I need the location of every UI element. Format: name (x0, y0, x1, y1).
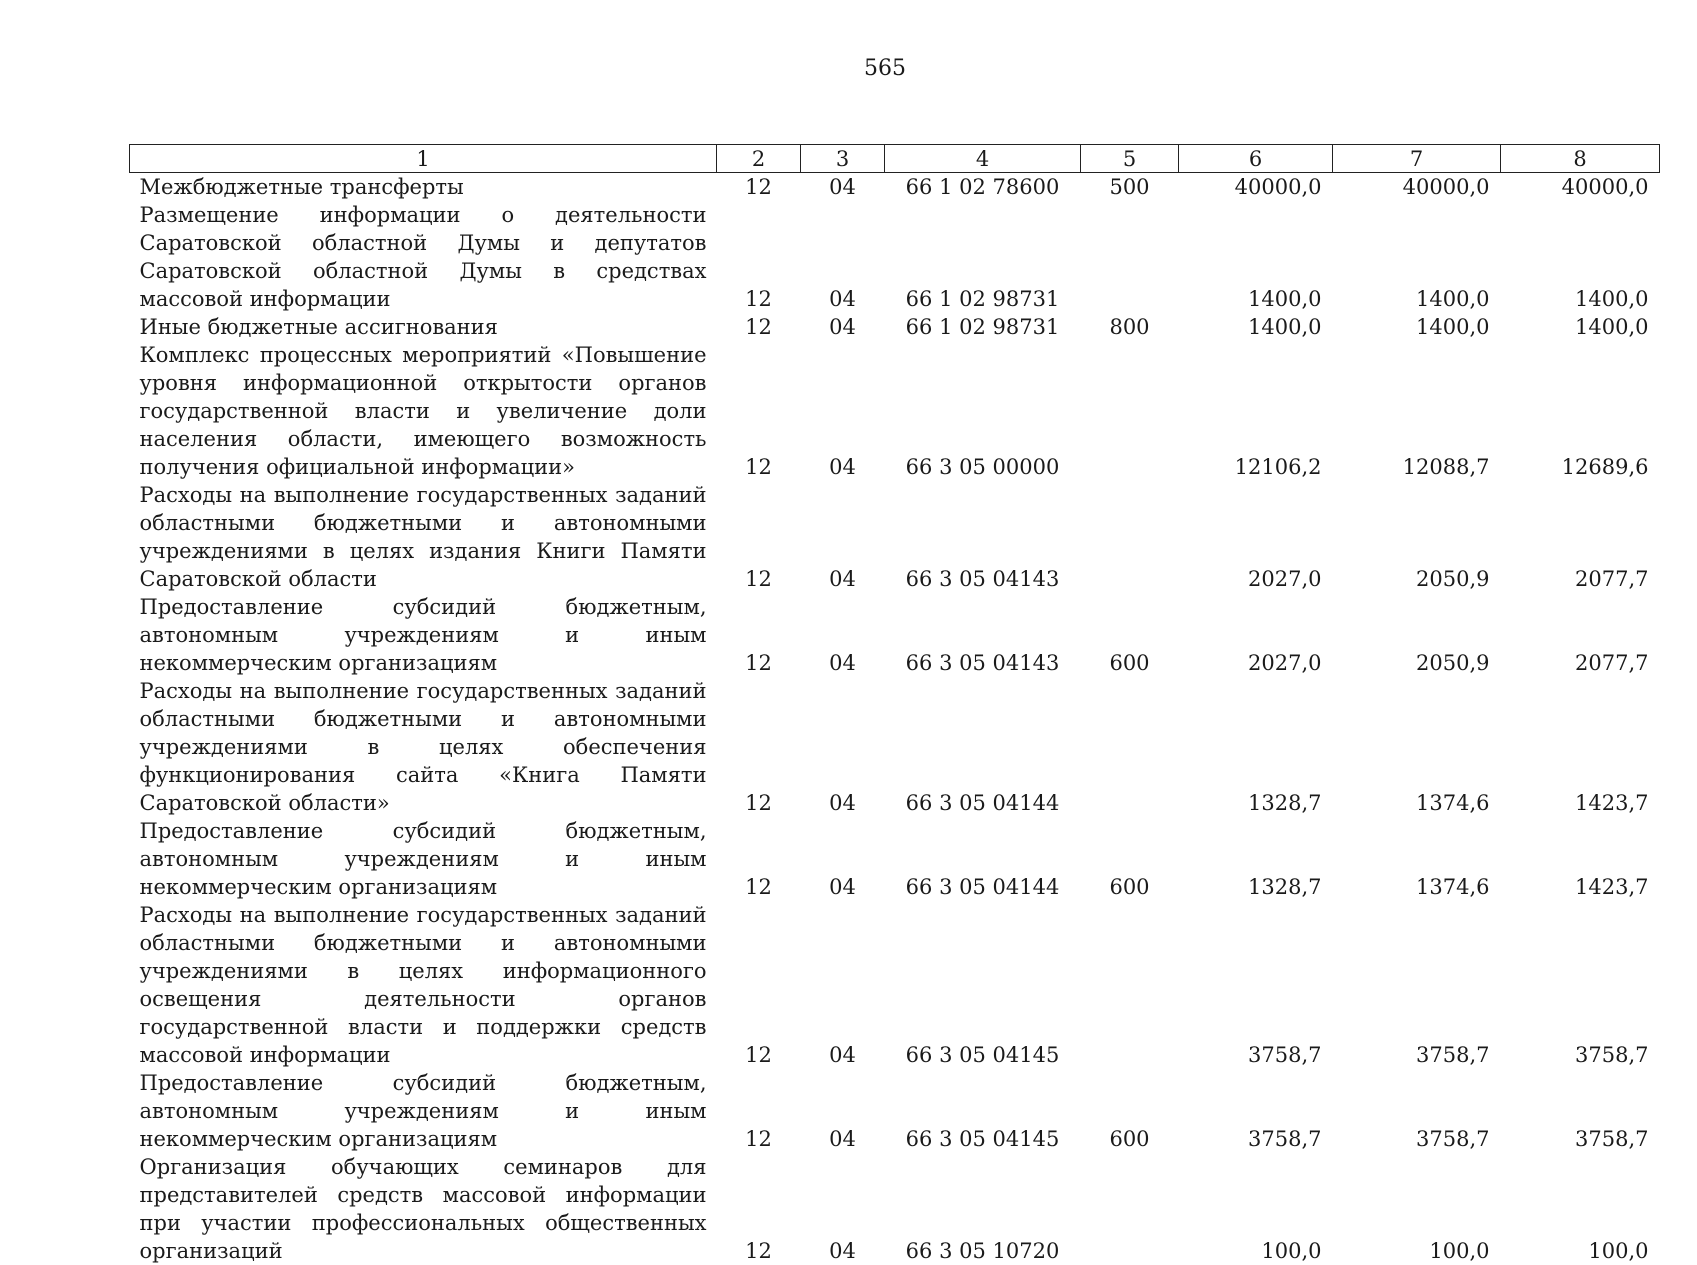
row-amount-col8: 40000,0 (1501, 173, 1660, 202)
row-section: 12 (717, 1069, 801, 1153)
row-subsection: 04 (801, 481, 885, 593)
table-row (130, 593, 1660, 677)
row-target-code: 66 3 05 10720 (885, 1153, 1081, 1265)
row-amount-col7: 3758,7 (1333, 1069, 1501, 1153)
row-subsection: 04 (801, 313, 885, 341)
row-amount-col7: 2050,9 (1333, 481, 1501, 593)
row-target-code: 66 3 05 04143 (885, 481, 1081, 593)
row-amount-col6: 3758,7 (1179, 901, 1333, 1069)
row-section: 12 (717, 817, 801, 901)
row-amount-col8: 1423,7 (1501, 817, 1660, 901)
row-amount-col8: 12689,6 (1501, 341, 1660, 481)
row-target-code: 66 3 05 04144 (885, 677, 1081, 817)
row-amount-col6: 1328,7 (1179, 817, 1333, 901)
row-section: 12 (717, 481, 801, 593)
row-amount-col7: 1400,0 (1333, 201, 1501, 313)
row-expense-type (1081, 901, 1179, 1069)
row-amount-col7: 12088,7 (1333, 341, 1501, 481)
header-col-7: 7 (1333, 145, 1501, 173)
row-amount-col6: 100,0 (1179, 1153, 1333, 1265)
budget-table (129, 144, 1660, 1265)
row-amount-col8: 1400,0 (1501, 313, 1660, 341)
row-expense-type: 600 (1081, 593, 1179, 677)
row-subsection: 04 (801, 593, 885, 677)
header-col-8: 8 (1501, 145, 1660, 173)
row-name: Иные бюджетные ассигнования (130, 313, 717, 341)
table-row (130, 1153, 1660, 1265)
row-target-code: 66 3 05 04145 (885, 901, 1081, 1069)
row-name: Расходы на выполнение государственных заданий областными бюджетными и автономными учреждениями в целях информационного освещения деятельности органов государственной власти и поддержки средств массовой информации (130, 901, 717, 1069)
row-target-code: 66 3 05 00000 (885, 341, 1081, 481)
row-amount-col6: 1328,7 (1179, 677, 1333, 817)
row-expense-type: 800 (1081, 313, 1179, 341)
row-section: 12 (717, 313, 801, 341)
row-target-code: 66 3 05 04145 (885, 1069, 1081, 1153)
row-name: Межбюджетные трансферты (130, 173, 717, 202)
row-amount-col6: 3758,7 (1179, 1069, 1333, 1153)
row-amount-col8: 1400,0 (1501, 201, 1660, 313)
row-expense-type (1081, 481, 1179, 593)
row-section: 12 (717, 593, 801, 677)
table-row (130, 817, 1660, 901)
row-amount-col8: 2077,7 (1501, 593, 1660, 677)
row-target-code: 66 1 02 98731 (885, 201, 1081, 313)
row-section: 12 (717, 173, 801, 202)
row-name: Предоставление субсидий бюджетным, автономным учреждениям и иным некоммерческим организациям (130, 817, 717, 901)
row-subsection: 04 (801, 677, 885, 817)
row-name: Комплекс процессных мероприятий «Повышение уровня информационной открытости органов государственной власти и увеличение доли населения области, имеющего возможность получения официальной информации» (130, 341, 717, 481)
row-amount-col6: 12106,2 (1179, 341, 1333, 481)
row-amount-col8: 2077,7 (1501, 481, 1660, 593)
table-row (130, 173, 1660, 202)
row-amount-col7: 1374,6 (1333, 817, 1501, 901)
row-amount-col7: 40000,0 (1333, 173, 1501, 202)
header-col-2: 2 (717, 145, 801, 173)
row-subsection: 04 (801, 1069, 885, 1153)
row-name: Предоставление субсидий бюджетным, автономным учреждениям и иным некоммерческим организациям (130, 1069, 717, 1153)
table-header (130, 145, 1660, 173)
row-amount-col8: 3758,7 (1501, 901, 1660, 1069)
row-name: Расходы на выполнение государственных заданий областными бюджетными и автономными учреждениями в целях издания Книги Памяти Саратовской области (130, 481, 717, 593)
row-section: 12 (717, 1153, 801, 1265)
row-subsection: 04 (801, 341, 885, 481)
row-subsection: 04 (801, 901, 885, 1069)
table-row (130, 481, 1660, 593)
row-target-code: 66 3 05 04144 (885, 817, 1081, 901)
row-subsection: 04 (801, 173, 885, 202)
header-col-5: 5 (1081, 145, 1179, 173)
row-amount-col7: 100,0 (1333, 1153, 1501, 1265)
row-amount-col6: 1400,0 (1179, 313, 1333, 341)
row-subsection: 04 (801, 1153, 885, 1265)
row-subsection: 04 (801, 201, 885, 313)
row-name: Размещение информации о деятельности Саратовской областной Думы и депутатов Саратовской областной Думы в средствах массовой информации (130, 201, 717, 313)
page-number: 565 (0, 56, 1697, 81)
row-expense-type (1081, 201, 1179, 313)
row-expense-type: 600 (1081, 1069, 1179, 1153)
row-section: 12 (717, 901, 801, 1069)
row-section: 12 (717, 677, 801, 817)
row-expense-type (1081, 341, 1179, 481)
table-row (130, 901, 1660, 1069)
row-target-code: 66 1 02 98731 (885, 313, 1081, 341)
row-expense-type (1081, 1153, 1179, 1265)
row-target-code: 66 3 05 04143 (885, 593, 1081, 677)
row-amount-col7: 1400,0 (1333, 313, 1501, 341)
header-col-1: 1 (130, 145, 717, 173)
table-row (130, 201, 1660, 313)
row-target-code: 66 1 02 78600 (885, 173, 1081, 202)
table-row (130, 677, 1660, 817)
row-amount-col8: 1423,7 (1501, 677, 1660, 817)
row-name: Организация обучающих семинаров для представителей средств массовой информации при участии профессиональных общественных организаций (130, 1153, 717, 1265)
row-subsection: 04 (801, 817, 885, 901)
row-amount-col6: 2027,0 (1179, 481, 1333, 593)
row-amount-col6: 2027,0 (1179, 593, 1333, 677)
row-amount-col7: 1374,6 (1333, 677, 1501, 817)
row-amount-col6: 1400,0 (1179, 201, 1333, 313)
row-name: Расходы на выполнение государственных заданий областными бюджетными и автономными учреждениями в целях обеспечения функционирования сайта «Книга Памяти Саратовской области» (130, 677, 717, 817)
row-name: Предоставление субсидий бюджетным, автономным учреждениям и иным некоммерческим организациям (130, 593, 717, 677)
row-expense-type (1081, 677, 1179, 817)
row-amount-col6: 40000,0 (1179, 173, 1333, 202)
table-row (130, 341, 1660, 481)
row-section: 12 (717, 201, 801, 313)
table-row (130, 313, 1660, 341)
header-col-4: 4 (885, 145, 1081, 173)
row-amount-col7: 2050,9 (1333, 593, 1501, 677)
header-col-3: 3 (801, 145, 885, 173)
row-amount-col7: 3758,7 (1333, 901, 1501, 1069)
row-section: 12 (717, 341, 801, 481)
row-amount-col8: 100,0 (1501, 1153, 1660, 1265)
header-row (130, 145, 1660, 173)
table-body (130, 173, 1660, 1265)
row-expense-type: 500 (1081, 173, 1179, 202)
table-row (130, 1069, 1660, 1153)
row-expense-type: 600 (1081, 817, 1179, 901)
row-amount-col8: 3758,7 (1501, 1069, 1660, 1153)
header-col-6: 6 (1179, 145, 1333, 173)
